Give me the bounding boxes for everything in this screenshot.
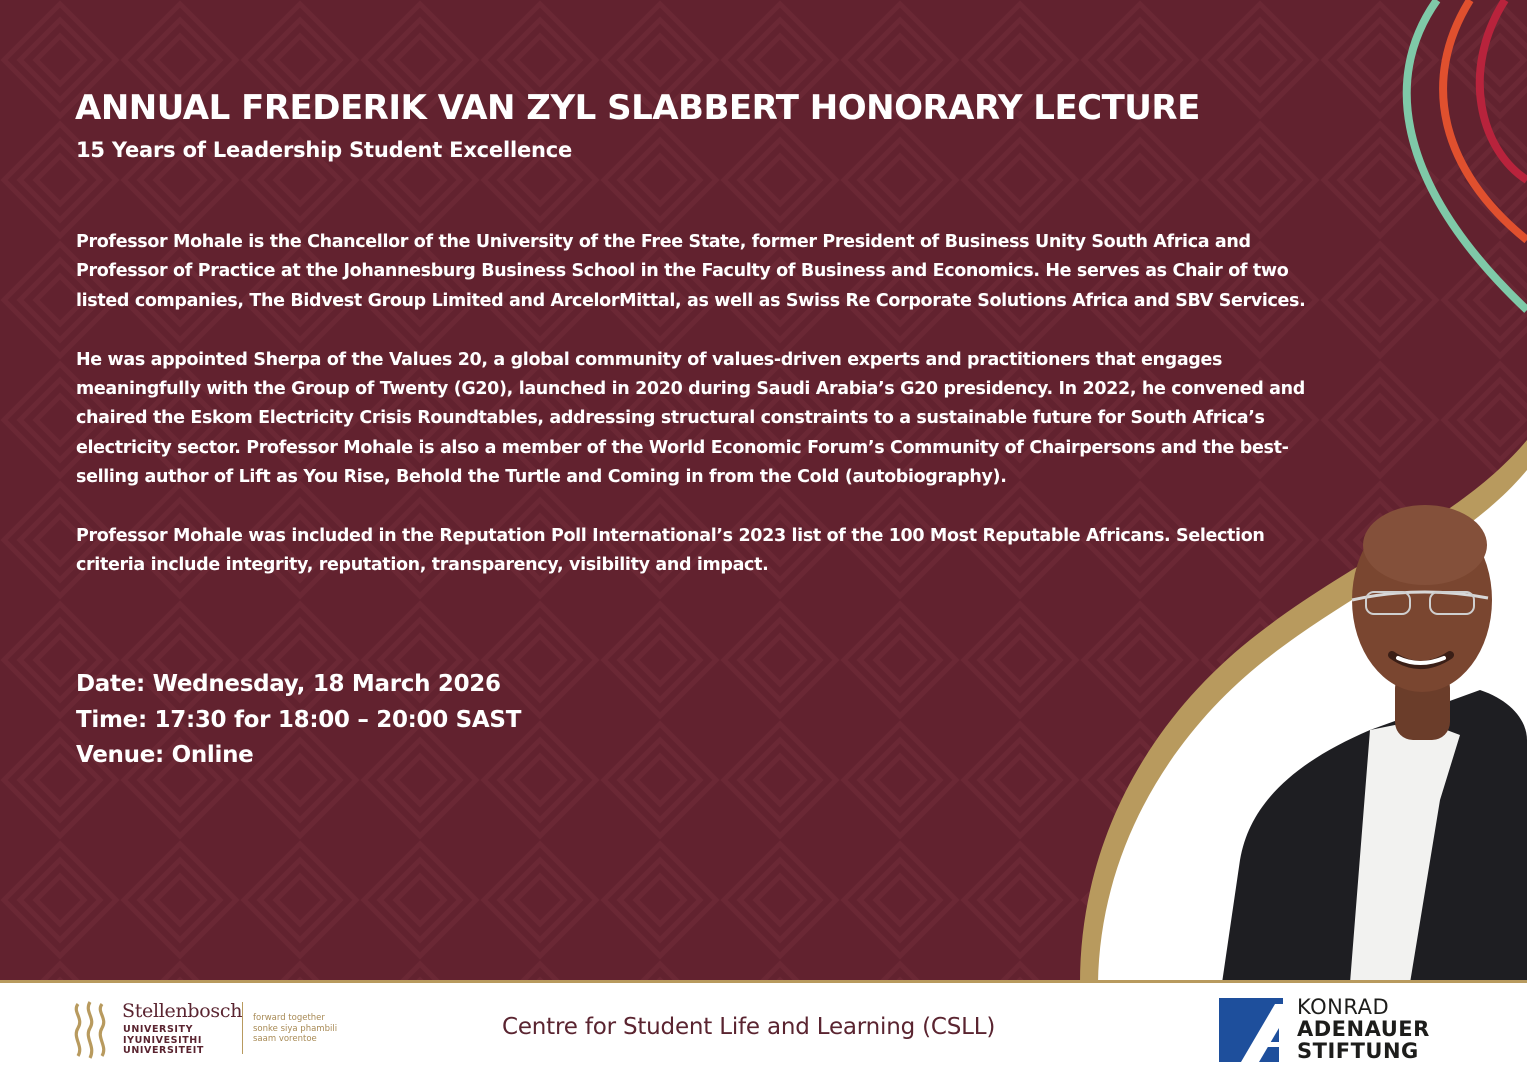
kas-line: ADENAUER bbox=[1297, 1017, 1430, 1041]
event-details bbox=[76, 667, 521, 774]
su-motto-line: forward together bbox=[253, 1013, 325, 1023]
event-subtitle: 15 Years of Leadership Student Excellence bbox=[76, 138, 573, 162]
kas-line: KONRAD bbox=[1297, 995, 1390, 1019]
event-venue: Venue: Online bbox=[76, 742, 254, 768]
stellenbosch-logo bbox=[70, 998, 370, 1062]
stellenbosch-crest-icon bbox=[70, 998, 114, 1060]
su-names bbox=[123, 1025, 204, 1057]
bio-paragraph: He was appointed Sherpa of the Values 20, a global community of values-driven experts and practitioners that engages meaningfully with the Group of Twenty (G20), launched in 2020 during Saudi Arabia’s G20 presidency. In 2022, he convened and chaired the Eskom Electricity Crisis Roundtables, addressing structural constraints to a sustainable future for South Africa’s electricity sector. Professor Mohale is also a member of the World Economic Forum’s Community of Chairpersons and the best-selling author of Lift as You Rise, Behold the Turtle and Coming in from the Cold (autobiography). bbox=[76, 349, 1305, 488]
kas-line: STIFTUNG bbox=[1297, 1039, 1419, 1063]
su-motto bbox=[253, 1013, 337, 1045]
speaker-bio bbox=[76, 228, 1338, 610]
su-line: UNIVERSITEIT bbox=[123, 1045, 204, 1056]
kas-name bbox=[1297, 996, 1430, 1062]
kas-logo-icon bbox=[1219, 998, 1283, 1062]
su-divider bbox=[242, 1002, 243, 1054]
event-title: ANNUAL FREDERIK VAN ZYL SLABBERT HONORARY LECTURE bbox=[75, 88, 1200, 128]
bio-paragraph: Professor Mohale was included in the Reputation Poll International’s 2023 list of the 100 Most Reputable Africans. Selection criteria include integrity, reputation, transparency, visibility and impact. bbox=[76, 526, 1265, 576]
kas-logo bbox=[1219, 996, 1459, 1066]
event-date: Date: Wednesday, 18 March 2026 bbox=[76, 671, 501, 697]
su-line: IYUNIVESITHI bbox=[123, 1034, 202, 1046]
su-line: UNIVERSITY bbox=[123, 1024, 194, 1035]
event-time: Time: 17:30 for 18:00 – 20:00 SAST bbox=[76, 706, 522, 733]
su-motto-line: sonke siya phambili bbox=[253, 1023, 338, 1034]
su-name: Stellenbosch bbox=[122, 1000, 243, 1022]
su-motto-line: saam vorentoe bbox=[253, 1034, 317, 1044]
bio-paragraph: Professor Mohale is the Chancellor of the University of the Free State, former President of Business Unity South Africa and Professor of Practice at the Johannesburg Business School in the Faculty of Business and Economics. He serves as Chair of two listed companies, The Bidvest Group Limited and ArcelorMittal, as well as Swiss Re Corporate Solutions Africa and SBV Services. bbox=[76, 232, 1306, 311]
centre-name: Centre for Student Life and Learning (CSLL) bbox=[502, 1014, 996, 1040]
footer bbox=[0, 983, 1527, 1080]
